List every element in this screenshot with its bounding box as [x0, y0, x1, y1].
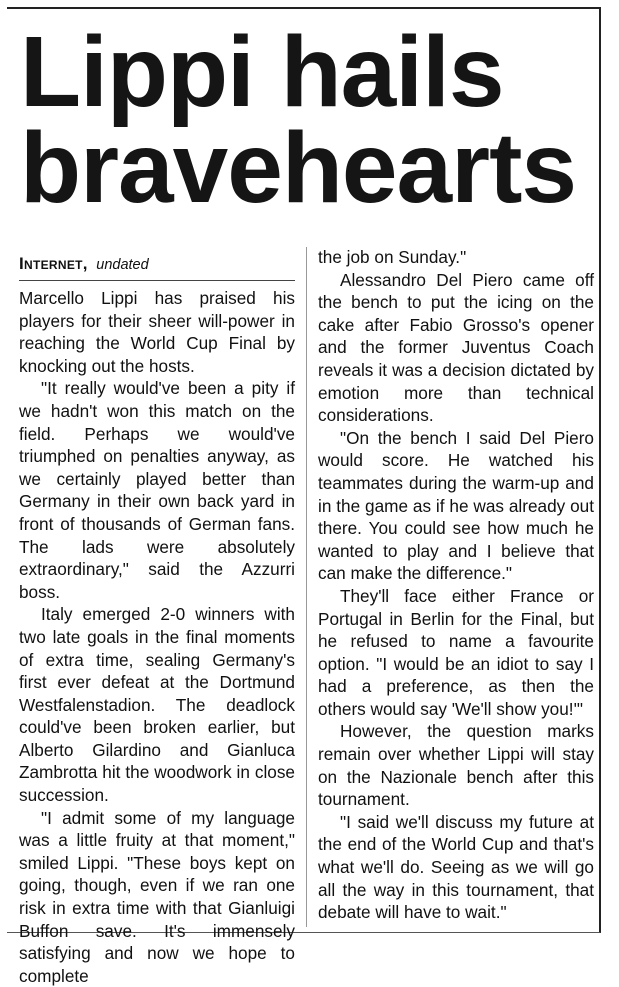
paragraph-8: However, the question marks remain over whether Lippi will stay on the Nazionale bench after this tournament. [318, 721, 594, 810]
paragraph-1: Marcello Lippi has praised his players for their sheer will-power in reaching the World Cup Final by knocking out the hosts. [19, 288, 295, 376]
dateline-date: undated [96, 257, 149, 273]
column-divider [306, 247, 307, 927]
paragraph-4: "I admit some of my language was a little fruity at that moment," smiled Lippi. "These boys kept on going, though, even if we ran one risk in extra time with that Gianluigi Buffon save. It's immensely satisfying and now we hope to complete [19, 807, 295, 986]
column-left [19, 253, 295, 987]
dateline [19, 253, 295, 281]
paragraph-2: "It really would've been a pity if we hadn't won this match on the field. Perhaps we would've triumphed on penalties anyway, as we certainly played better than Germany in their own back yard in front of thousands of German fans. The lads were absolutely extraordinary," said the Azzurri boss. [19, 378, 295, 602]
paragraph-6: "On the bench I said Del Piero would score. He watched his teammates during the warm-up and in the game as if he was already out there. You could see how much he wanted to play and I believe that can make the difference." [318, 427, 594, 584]
headline: Lippi hails bravehearts [20, 16, 576, 224]
paragraph-7: They'll face either France or Portugal in Berlin for the Final, but he refused to name a favourite option. "I would be an idiot to say I had a preference, as then the others would say 'We'll show you!'" [318, 585, 594, 719]
dateline-source: Internet, [19, 254, 88, 273]
paragraph-3: Italy emerged 2-0 winners with two late goals in the final moments of extra time, sealing Germany's first ever defeat at the Dortmund Westfalenstadion. The deadlock could've been broken earlier, but Alberto Gilardino and Gianluca Zambrotta hit the woodwork in close succession. [19, 604, 295, 806]
paragraph-5: Alessandro Del Piero came off the bench to put the icing on the cake after Fabio Grosso's opener and the former Juventus Coach reveals it was a decision dictated by emotion more than technical considerations. [318, 269, 594, 426]
paragraph-9: "I said we'll discuss my future at the end of the World Cup and that's what we'll do. Seeing as we will go all the way in this tournament, that debate will have to wait." [318, 811, 594, 923]
column-right [318, 246, 594, 924]
paragraph-4-continued: the job on Sunday." [318, 247, 467, 267]
